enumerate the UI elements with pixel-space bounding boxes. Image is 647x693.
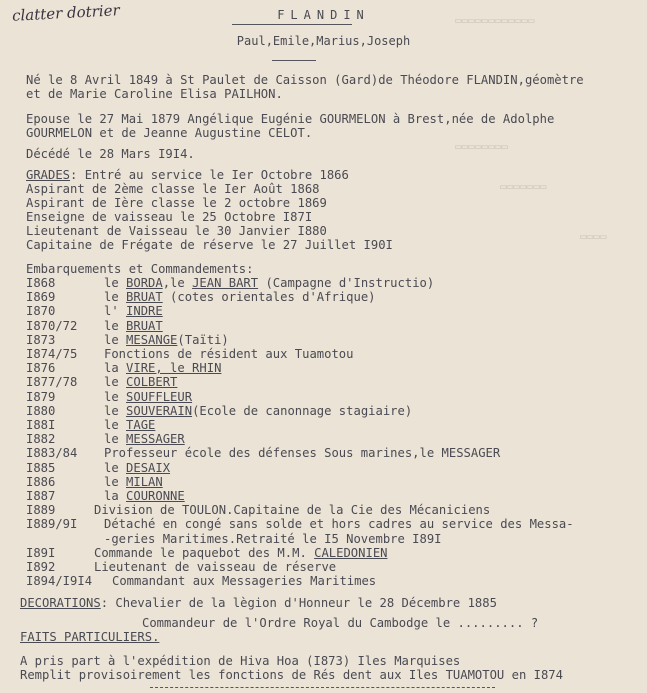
row-text-part: Professeur école des défenses Sous marines,le MESSAGER — [104, 446, 501, 461]
row-text — [104, 361, 221, 375]
given-names: Paul,Emile,Marius,Joseph — [236, 34, 411, 48]
bleed-through: ▭▭▭▭▭▭▭▭▭▭▭▭ — [455, 14, 535, 27]
row-text-part: Lieutenant de vaisseau de réserve — [94, 560, 337, 574]
ship-name: INDRE — [126, 304, 163, 319]
row-text-part: Commande le paquebot des M.M. — [94, 545, 315, 560]
row-year: I885 — [26, 460, 56, 475]
row-text-part: ,le — [162, 276, 193, 290]
row-text — [104, 319, 163, 333]
row-text — [104, 290, 376, 304]
ship-name: DESAIX — [126, 460, 171, 475]
grades-label: GRADES — [26, 168, 71, 182]
decorations-text-1: : Chevalier de la lègion d'Honneur le 28 Décembre 1885 — [100, 596, 497, 610]
row-text-part: le — [104, 318, 127, 333]
row-text-part: le — [104, 432, 127, 447]
row-year: I889 — [26, 503, 56, 518]
row-text-part: la — [104, 361, 127, 376]
row-text — [94, 560, 336, 574]
row-text — [104, 390, 192, 404]
row-year: I869 — [26, 290, 56, 305]
row-text-part: le — [104, 418, 127, 432]
grade-line: Capitaine de Frégate de réserve le 27 Juillet I90I — [26, 238, 393, 252]
row-year: I89I — [26, 545, 56, 560]
row-text-part: le — [104, 276, 127, 290]
row-text — [104, 304, 163, 318]
row-text — [104, 446, 500, 460]
row-year: I873 — [26, 332, 56, 347]
grade-line: Enseigne de vaisseau le 25 Octobre I87I — [26, 210, 313, 224]
row-text-part: le — [104, 460, 127, 475]
row-text — [104, 517, 574, 531]
ship-name: SOUVERAIN — [126, 403, 193, 418]
row-text — [104, 418, 155, 432]
ship-name: TAGE — [126, 418, 156, 432]
row-text — [104, 375, 177, 389]
row-year: I894/I9I4 — [26, 574, 93, 589]
row-year: I870/72 — [26, 318, 78, 333]
ship-name: COLBERT — [126, 375, 178, 390]
decorations-line-1 — [20, 596, 497, 610]
ship-name: CALEDONIEN — [314, 545, 388, 560]
row-text — [104, 475, 163, 489]
embarquements-heading: Embarquements et Commandements: — [26, 262, 254, 276]
row-year: I883/84 — [26, 446, 78, 461]
row-year: I889/9I — [26, 517, 78, 532]
row-text-part: le — [104, 290, 127, 305]
row-text — [104, 333, 229, 347]
title-underline — [232, 24, 352, 25]
row-text-part: le — [104, 332, 127, 347]
row-text-part: le — [104, 375, 127, 390]
row-text — [104, 432, 185, 446]
row-text — [94, 546, 388, 560]
row-text-part: Fonctions de résident aux Tuamotou — [104, 347, 354, 361]
row-text-part: Division de TOULON.Capitaine de la Cie des Mécaniciens — [94, 503, 491, 518]
row-text — [104, 276, 434, 290]
ship-name: VIRE, le RHIN — [126, 361, 222, 376]
ship-name: BRUAT — [126, 318, 163, 333]
death-line: Décédé le 28 Mars I9I4. — [26, 147, 195, 161]
row-text — [104, 404, 412, 418]
decorations-label: DECORATIONS — [20, 596, 101, 610]
grade-line: Aspirant de 2ème classe le Ier Août 1868 — [26, 182, 320, 196]
grades-first-line — [26, 168, 349, 182]
row-text-part: -geries Maritimes.Retraité le I5 Novembre I89I — [104, 531, 442, 546]
ship-name: MESSAGER — [126, 432, 185, 447]
row-text-part: (Taïti) — [177, 332, 229, 347]
birth-line-2: et de Marie Caroline Elisa PAILHON. — [26, 87, 283, 101]
grade-line: Lieutenant de Vaisseau le 30 Janvier I880 — [26, 224, 327, 238]
birth-line-1: Né le 8 Avril 1849 à St Paulet de Caisson (Gard)de Théodore FLANDIN,géomètre — [26, 73, 584, 87]
bottom-rule — [150, 687, 495, 688]
row-text-part: (Campagne d'Instructio) — [258, 276, 435, 290]
row-text — [104, 347, 353, 361]
ship-name: COURONNE — [126, 489, 185, 503]
row-year: I880 — [26, 403, 56, 418]
row-text-part: l' — [104, 304, 127, 319]
bleed-through: ▭▭▭▭ — [580, 230, 607, 243]
row-text-part: Commandant aux Messageries Maritimes — [112, 574, 377, 589]
row-text — [104, 489, 185, 503]
row-year: I882 — [26, 432, 56, 447]
names-underline — [272, 60, 316, 61]
ship-name: SOUFFLEUR — [126, 389, 193, 404]
row-year: I887 — [26, 489, 56, 503]
row-year: I874/75 — [26, 347, 78, 361]
faits-line-2: Remplit provisoirement les fonctions de Rés dent aux Iles TUAMOTOU en I874 — [20, 668, 563, 682]
row-year: I877/78 — [26, 375, 78, 390]
ship-name: BRUAT — [126, 290, 163, 305]
row-text-part: la — [104, 489, 127, 503]
marriage-line-1: Epouse le 27 Mai 1879 Angélique Eugénie GOURMELON à Brest,née de Adolphe — [26, 112, 555, 126]
row-text-part: (Ecole de canonnage stagiaire) — [192, 403, 413, 418]
page-title: FLANDIN — [277, 8, 370, 22]
faits-line-1: A pris part à l'expédition de Hiva Hoa (I873) Iles Marquises — [20, 654, 461, 668]
row-year: I868 — [26, 276, 56, 290]
faits-label: FAITS PARTICULIERS. — [20, 630, 160, 644]
ship-name: JEAN BART — [192, 276, 259, 290]
grades-first: : Entré au service le Ier Octobre 1866 — [70, 168, 349, 182]
row-year: I892 — [26, 560, 56, 574]
row-text — [104, 461, 170, 475]
grade-line: Aspirant de Ière classe le 2 octobre 1869 — [26, 196, 327, 210]
handwritten-note: clatter dotrier — [11, 1, 121, 25]
marriage-line-2: GOURMELON et de Jeanne Augustine CELOT. — [26, 126, 313, 140]
row-text — [104, 532, 442, 546]
row-text — [94, 503, 490, 517]
row-year: I870 — [26, 304, 56, 319]
ship-name: MESANGE — [126, 332, 178, 347]
row-year: I88I — [26, 418, 56, 432]
decorations-line-2: Commandeur de l'Ordre Royal du Cambodge le ......... ? — [142, 616, 539, 630]
row-text-part: le — [104, 403, 127, 418]
row-text-part: le — [104, 389, 127, 404]
row-text — [112, 574, 376, 588]
row-year: I879 — [26, 389, 56, 404]
ship-name: BORDA — [126, 276, 163, 290]
bleed-through: ▭▭▭▭▭▭▭ — [500, 180, 547, 193]
row-text-part: (cotes orientales d'Afrique) — [162, 290, 376, 305]
ship-name: MILAN — [126, 474, 163, 489]
row-text-part: Détaché en congé sans solde et hors cadres au service des Messa- — [104, 517, 574, 532]
bleed-through: ▭▭▭▭▭▭▭▭ — [455, 140, 508, 153]
row-year: I876 — [26, 361, 56, 376]
row-text-part: le — [104, 474, 127, 489]
row-year: I886 — [26, 474, 56, 489]
